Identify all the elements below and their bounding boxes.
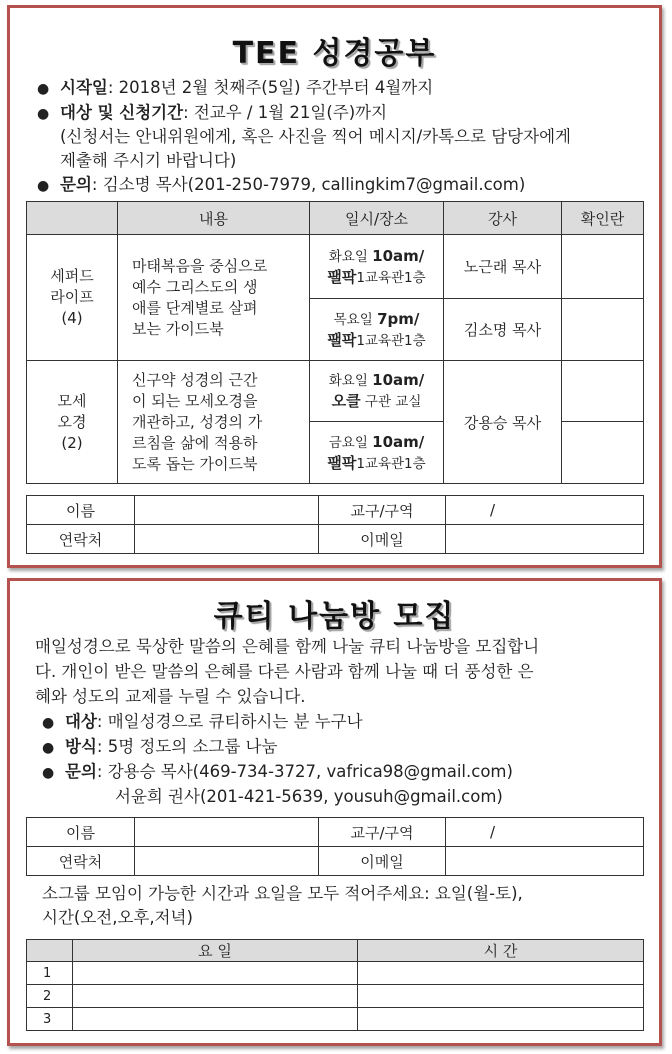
course2-check2[interactable] [562, 422, 644, 484]
tee-start-text: : 2018년 2월 첫째주(5일) 주간부터 4월까지 [107, 78, 434, 97]
qt-title: 큐티 나눔방 모집 [213, 599, 456, 634]
course2-description [118, 361, 310, 484]
form-phone-field[interactable] [135, 525, 319, 554]
tee-start-line [60, 78, 433, 98]
form-email-field[interactable] [446, 847, 644, 876]
course2-check1[interactable] [562, 361, 644, 422]
table-header: 일시/장소 [310, 202, 444, 235]
session-room: 구관 교실 [360, 394, 422, 410]
tee-target-line [60, 103, 387, 123]
course2-desc-line: 르침을 삶에 적용하 [132, 433, 258, 452]
tee-contact-line [60, 175, 525, 195]
form-name-field[interactable] [135, 496, 319, 525]
session-campus: 팰팍 [327, 453, 357, 472]
tee-form-table [26, 495, 644, 554]
course1-name-line: (4) [61, 309, 83, 327]
course1-teacher1: 노근래 목사 [444, 235, 562, 299]
qt-contact-line [65, 762, 513, 782]
session-campus: 팰팍 [327, 330, 357, 349]
course1-desc-line: 보는 가이드북 [132, 319, 224, 338]
tee-target-note1: (신청서는 안내위원에게, 혹은 사진을 찍어 메시지/카톡으로 담당자에게 [60, 127, 571, 146]
bullet-icon: ● [37, 178, 50, 194]
table-header: 요 일 [73, 940, 358, 962]
course1-desc-line: 애를 단계별로 살펴 [132, 298, 258, 317]
form-name-field[interactable] [135, 818, 319, 847]
qt-form-table [26, 817, 644, 876]
qt-schedule-table [26, 939, 644, 1031]
time-field[interactable] [358, 1008, 644, 1031]
session-time: 10am/ [372, 246, 425, 265]
qt-contact-label: 문의 [65, 762, 97, 781]
session-time: 10am/ [372, 432, 425, 451]
course1-check2[interactable] [562, 299, 644, 361]
qt-method-line [65, 737, 277, 757]
form-district-field[interactable] [446, 496, 644, 525]
qt-panel [7, 578, 662, 1046]
table-header: 시 간 [358, 940, 644, 962]
session-room: 1교육관1층 [356, 269, 426, 286]
session-room: 1교육관1층 [356, 332, 426, 349]
district-separator: / [490, 501, 496, 519]
bullet-icon: ● [42, 740, 55, 756]
row-number: 2 [27, 985, 73, 1008]
qt-intro-line2: 다. 개인이 받은 말씀의 은혜를 다른 사람과 함께 나눌 때 더 풍성한 은 [35, 662, 534, 681]
table-header: 확인란 [562, 202, 644, 235]
form-district-label: 교구/구역 [319, 818, 446, 847]
row-number: 1 [27, 962, 73, 985]
form-phone-label: 연락처 [27, 525, 135, 554]
bullet-icon: ● [37, 81, 50, 97]
tee-contact-text: : 김소명 목사(201-250-7979, callingkim7@gmail.com) [91, 175, 526, 194]
qt-target-line [65, 712, 363, 732]
tee-panel [7, 5, 662, 568]
form-name-label: 이름 [27, 496, 135, 525]
course1-desc-line: 예수 그리스도의 생 [132, 277, 258, 296]
session-day: 목요일 [333, 311, 378, 328]
form-phone-label: 연락처 [27, 847, 135, 876]
table-header: 강사 [444, 202, 562, 235]
session-day: 금요일 [328, 434, 373, 451]
course2-session1 [310, 361, 444, 422]
form-phone-field[interactable] [135, 847, 319, 876]
table-header [27, 940, 73, 962]
form-district-field[interactable] [446, 818, 644, 847]
tee-target-label: 대상 및 신청기간 [60, 103, 184, 122]
qt-intro-line1: 매일성경으로 묵상한 말씀의 은혜를 함께 나눌 큐티 나눔방을 모집합니 [35, 637, 540, 656]
session-day: 화요일 [328, 248, 373, 265]
course2-name-line: (2) [61, 433, 83, 452]
course1-desc-line: 마태복음을 중심으로 [132, 256, 268, 275]
table-header [27, 202, 118, 235]
form-district-label: 교구/구역 [319, 496, 446, 525]
course2-name-line: 오경 [57, 412, 87, 431]
session-day: 화요일 [328, 373, 373, 389]
bullet-icon: ● [42, 715, 55, 731]
time-field[interactable] [358, 985, 644, 1008]
qt-contact-text1: : 강용승 목사(469-734-3727, vafrica98@gmail.com) [96, 762, 513, 781]
session-time: 7pm/ [377, 309, 420, 328]
course2-desc-line: 개관하고, 성경의 가 [132, 412, 263, 431]
session-room: 1교육관1층 [356, 455, 426, 472]
tee-start-label: 시작일 [60, 78, 108, 97]
qt-target-text: : 매일성경으로 큐티하시는 분 누구나 [96, 712, 363, 731]
course2-desc-line: 신구약 성경의 근간 [132, 370, 258, 389]
form-email-label: 이메일 [319, 525, 446, 554]
time-field[interactable] [358, 962, 644, 985]
course2-name [27, 361, 118, 484]
qt-schedule-note1: 소그룹 모임이 가능한 시간과 요일을 모두 적어주세요: 요일(월-토), [42, 884, 523, 903]
tee-course-table [26, 201, 644, 484]
district-separator: / [490, 823, 496, 841]
course2-teacher: 강용승 목사 [444, 361, 562, 484]
day-field[interactable] [73, 985, 358, 1008]
course1-teacher2: 김소명 목사 [444, 299, 562, 361]
course1-check1[interactable] [562, 235, 644, 299]
course1-session2 [310, 299, 444, 361]
day-field[interactable] [73, 1008, 358, 1031]
course1-session1 [310, 235, 444, 299]
qt-method-text: : 5명 정도의 소그룹 나눔 [96, 737, 278, 756]
session-time: 10am/ [372, 371, 425, 389]
tee-target-text: : 전교우 / 1월 21일(주)까지 [183, 103, 388, 122]
table-header: 내용 [118, 202, 310, 235]
tee-contact-label: 문의 [60, 175, 92, 194]
course2-desc-line: 이 되는 모세오경을 [132, 391, 258, 410]
course1-description [118, 235, 310, 361]
form-name-label: 이름 [27, 818, 135, 847]
form-email-label: 이메일 [319, 847, 446, 876]
form-email-field[interactable] [446, 525, 644, 554]
qt-schedule-note2: 시간(오전,오후,저녁) [42, 908, 193, 927]
course2-desc-line: 도록 돕는 가이드북 [132, 454, 258, 473]
qt-method-label: 방식 [65, 737, 97, 756]
tee-target-note2: 제출해 주시기 바랍니다) [60, 151, 237, 170]
session-campus: 오클 [331, 392, 361, 410]
qt-contact-text2: 서윤희 권사(201-421-5639, yousuh@gmail.com) [115, 787, 503, 806]
course1-name [27, 235, 118, 361]
qt-intro-line3: 혜와 성도의 교제를 누릴 수 있습니다. [35, 687, 306, 706]
day-field[interactable] [73, 962, 358, 985]
course1-name-line: 라이프 [50, 288, 94, 306]
tee-title: TEE 성경공부 [232, 36, 437, 71]
course2-session2 [310, 422, 444, 484]
session-campus: 팰팍 [327, 267, 357, 286]
qt-target-label: 대상 [65, 712, 97, 731]
row-number: 3 [27, 1008, 73, 1031]
bullet-icon: ● [37, 106, 50, 122]
course2-name-line: 모세 [57, 391, 87, 410]
bullet-icon: ● [42, 765, 55, 781]
course1-name-line: 세퍼드 [50, 267, 94, 285]
